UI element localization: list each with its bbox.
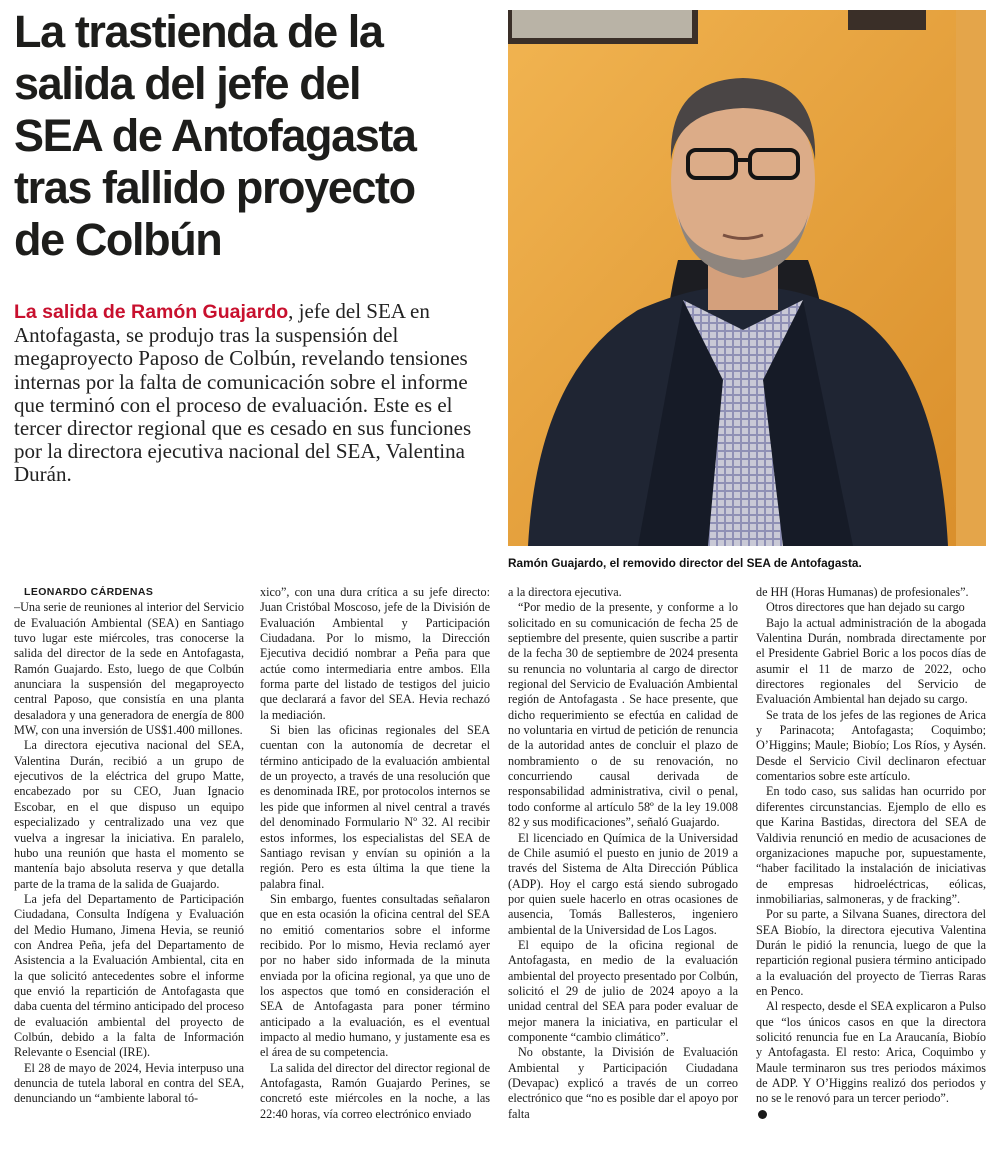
headline-line: de Colbún [14, 214, 222, 265]
article-column-4 [756, 585, 986, 1165]
article-end-icon [758, 1110, 767, 1119]
headline-line: salida del jefe del [14, 58, 361, 109]
article-paragraph: El 28 de mayo de 2024, Hevia interpuso una denuncia de tutela laboral en contra del SEA, denunciando un “ambiente laboral tó- [14, 1060, 244, 1106]
portrait-illustration [508, 10, 986, 546]
headline-line: SEA de Antofagasta [14, 110, 416, 161]
article-paragraph: Se trata de los jefes de las regiones de Arica y Parinacota; Antofagasta; Coquimbo; O’Higgins; Maule; Biobío; Los Ríos, y Aysén. Desde el Servicio Civil declinaron efectuar comentarios sobre este artículo. [756, 707, 986, 784]
article-headline [14, 6, 494, 266]
article-paragraph: El equipo de la oficina regional de Antofagasta, en medio de la evaluación ambiental del proyecto presentado por Colbún, solicitó el 29 de julio de 2024 apoyo a la unidad central del SEA para poder evaluar de mejor manera la iniciativa, en particular el componente “cambio climático”. [508, 937, 738, 1044]
article-paragraph: de HH (Horas Humanas) de profesionales”. [756, 585, 969, 599]
article-paragraph: Otros directores que han dejado su cargo [766, 600, 965, 615]
article-paragraph: Al respecto, desde el SEA explicaron a Pulso que “los únicos casos en que la directora solicitó renuncia fue en La Araucanía, Biobío y Antofagasta. El resto: Arica, Coquimbo y Maule terminaron sus tres periodos máximos de ADP. Y O’Higgins realizó dos periodos y no se le renovó para un tercer periodo”. [756, 999, 986, 1106]
headline-line: tras fallido proyecto [14, 162, 415, 213]
photo-caption: Ramón Guajardo, el removido director del SEA de Antofagasta. [508, 556, 862, 570]
article-paragraph: xico”, con una dura crítica a su jefe directo: Juan Cristóbal Moscoso, jefe de la División de Evaluación Ambiental y Participación Ciudadana. Por lo mismo, la Dirección Ejecutiva decidió nombrar a Peña para que actúe como intermediaria entre ambos. Ella forma parte del listado de testigos del juicio que declarará a favor del SEA. Hevia rechazó la mediación. [260, 585, 490, 722]
article-paragraph: No obstante, la División de Evaluación Ambiental y Participación Ciudadana (Devapac) explicó a través de un correo electrónico que “no es posible dar el apoyo por falta [508, 1045, 738, 1121]
lead-text: , jefe del SEA en Antofagasta, se produjo tras la suspensión del megaproyecto Paposo de Colbún, revelando tensiones internas por la falta de comunicación sobre el informe que terminó con el proceso de evaluación. Este es el tercer director regional que es cesado en sus funciones por la directora ejecutiva nacional del SEA, Valentina Durán. [14, 299, 472, 487]
article-column-3 [508, 585, 738, 1165]
article-paragraph: Bajo la actual administración de la abogada Valentina Durán, nombrada directamente por el Presidente Gabriel Boric a los pocos días de asumir el 11 de marzo de 2022, ocho directores regionales del Servicio de Evaluación Ambiental han dejado su cargo. [756, 615, 986, 707]
article-paragraph: La jefa del Departamento de Participación Ciudadana, Consulta Indígena y Evaluación del Medio Humano, Jimena Hevia, se reunió con Andrea Peña, jefa del Departamento de Asistencia a la Evaluación Ambiental, cita en la que solicitó antecedentes sobre el informe que envió la repartición de Antofagasta que daba cuenta del término anticipado del proceso de evaluación ambiental del proyecto de Colbún, debido a la falta de Información Relevante o Esencial (IRE). [14, 891, 244, 1060]
lead-kicker: La salida de Ramón Guajardo [14, 301, 289, 323]
article-paragraph: La directora ejecutiva nacional del SEA, Valentina Durán, recibió a un grupo de ejecutivos de la eléctrica del grupo Matte, encabezado por su CEO, Juan Ignacio Escobar, en el que dispuso un equipo especializado y centralizado una vez que vuelva a ingresar la iniciativa. En paralelo, hubo una reunión que hasta el momento se mantenía bajo absoluta reserva y que detalla parte de la trama de la salida de Guajardo. [14, 738, 244, 891]
byline: LEONARDO CÁRDENAS [24, 586, 154, 598]
article-column-1 [14, 585, 244, 1165]
article-paragraph: –Una serie de reuniones al interior del Servicio de Evaluación Ambiental (SEA) en Santiago tuvo lugar este miércoles, tras conocerse la salida del director de la sede en Antofagasta, Ramón Guajardo. Esto, luego de que Colbún anunciara la suspensión del megaproyecto central Paposo, que consistía en una planta desaladora y una generadora de energía de 800 MW, con una inversión de US$1.400 millones. [14, 600, 244, 738]
article-paragraph: La salida del director del director regional de Antofagasta, Ramón Guajardo Perines, se concretó este miércoles en la noche, a las 22:40 horas, vía correo electrónico enviado [260, 1060, 490, 1121]
article-paragraph: En todo caso, sus salidas han ocurrido por diferentes circunstancias. Ejemplo de ello es que Karina Bastidas, directora del SEA de Valdivia renunció en medio de acusaciones de organizaciones mapuche por, supuestamente, “haber facilitado la instalación de iniciativas de empresas hidroeléctricas, eólicas, inmobiliarias, salmoneras, y de fracking”. [756, 784, 986, 906]
article-paragraph: Sin embargo, fuentes consultadas señalaron que en esta ocasión la oficina central del SEA no emitió comentarios sobre el informe recibido. Por lo mismo, Hevia reclamó ayer por no haber sido informada de la minuta enviada por la oficina regional, ya que uno de los aspectos que tomó en consideración el SEA de Antofagasta para poner término anticipado a la evaluación, es el eventual impacto al medio humano, y justamente esa es el área de su competencia. [260, 891, 490, 1060]
headline-line: La trastienda de la [14, 6, 383, 57]
article-paragraph: Por su parte, a Silvana Suanes, directora del SEA Biobío, la directora ejecutiva Valentina Durán le pidió la renuncia, luego de que la repartición regional pusiera término anticipado a la evaluación del proyecto de Tierras Raras en Penco. [756, 907, 986, 998]
article-paragraph: “Por medio de la presente, y conforme a lo solicitado en su comunicación de fecha 25 de septiembre del presente, quien suscribe a partir de la fecha 30 de septiembre de 2024 presenta su renuncia no voluntaria al cargo de director regional del Servicio de Evaluación Ambiental región de Antofagasta . Se hace presente, que dicho requerimiento se efectúa en calidad de no voluntaria en virtud de petición de renuncia de la autoridad antes de concluir el plazo de nombramiento o de su renovación, no concurriendo causal derivada de responsabilidad administrativa, civil o penal, todo conforme al artículo 58º de la ley 19.008 82 y sus modificaciones”, señaló Guajardo. [508, 600, 738, 830]
article-paragraph: a la directora ejecutiva. [508, 585, 622, 599]
article-lead [14, 300, 500, 487]
article-column-2 [260, 585, 490, 1165]
article-paragraph: Si bien las oficinas regionales del SEA cuentan con la autonomía de decretar el término anticipado de la evaluación ambiental de un proyecto, a través de una resolución que es denominada IRE, por protocolos internos se les pide que informen al nivel central a través del denominado Formulario Nº 32. Al recibir estos informes, los especialistas del SEA de Santiago revisan y envían su opinión a la región. Pero es esta última la que tiene la palabra final. [260, 723, 490, 891]
article-paragraph: El licenciado en Química de la Universidad de Chile asumió el puesto en junio de 2019 a través del Sistema de Alta Dirección Pública (ADP). Hoy el cargo está siendo subrogado por quien suele hacerlo en otras ocasiones de ausencia, Tomás Ballesteros, ingeniero ambiental de la Universidad de Los Lagos. [508, 830, 738, 937]
portrait-photo [508, 10, 986, 546]
